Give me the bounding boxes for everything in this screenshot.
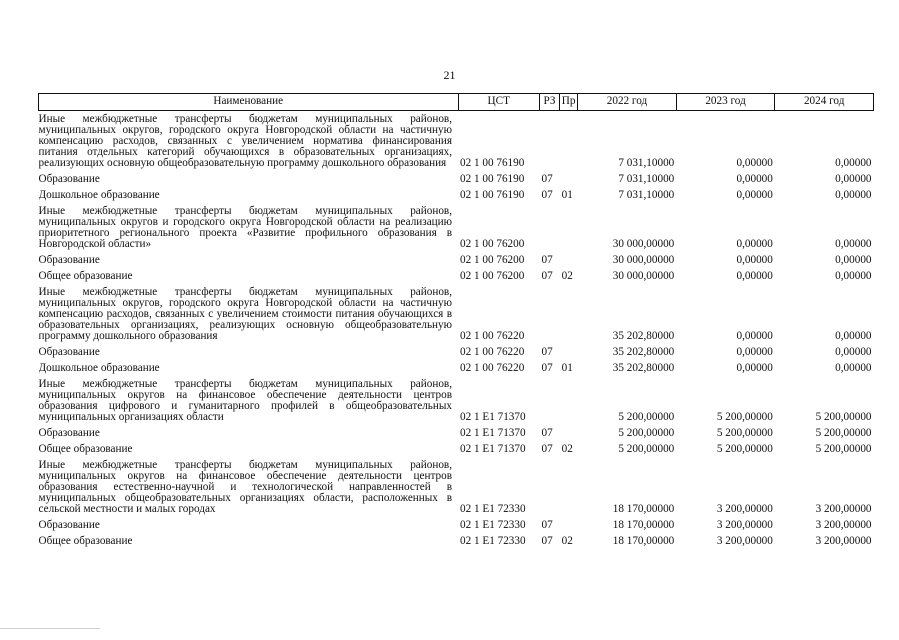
page-number: 21 [443, 68, 456, 82]
table-header [39, 94, 874, 111]
row-value-2024: 3 200,00000 [815, 535, 872, 547]
table-row [39, 425, 874, 441]
row-name: Образование [38, 427, 100, 439]
row-value-2024: 0,00000 [835, 270, 872, 282]
row-rz: 07 [541, 362, 553, 374]
row-rz [539, 203, 559, 252]
row-name: Иные межбюджетные трансферты бюджетам муниципальных районов, муниципальных округов и городского округа Новгородской области на реализацию приоритетного регионального проекта «Развитие профильного образования в Новгородской области» [38, 205, 452, 250]
row-value-2023: 5 200,00000 [716, 427, 773, 439]
row-value-2022: 7 031,10000 [618, 157, 675, 169]
row-rz: 07 [541, 254, 553, 266]
row-cst: 02 1 E1 71370 [460, 443, 526, 455]
row-value-2022: 35 202,80000 [612, 362, 675, 374]
row-value-2024: 5 200,00000 [815, 443, 872, 455]
row-pr [560, 284, 578, 344]
row-value-2024: 5 200,00000 [815, 427, 872, 439]
table-row [39, 376, 874, 425]
row-rz: 07 [541, 443, 553, 455]
row-rz: 07 [541, 189, 553, 201]
row-cst: 02 1 00 76190 [460, 189, 525, 201]
row-rz [539, 376, 559, 425]
row-pr [560, 425, 578, 441]
row-value-2022: 30 000,00000 [612, 270, 675, 282]
row-cst: 02 1 00 76220 [460, 362, 525, 374]
row-cst: 02 1 00 76200 [460, 254, 525, 266]
table-row [39, 457, 874, 517]
row-rz: 07 [541, 519, 553, 531]
table-row [39, 533, 874, 549]
table-row [39, 517, 874, 533]
row-value-2022: 7 031,10000 [618, 173, 675, 185]
row-value-2022: 5 200,00000 [618, 411, 675, 423]
row-name: Образование [38, 346, 100, 358]
header-pr: Пр [560, 94, 578, 111]
row-cst: 02 1 00 76200 [460, 238, 525, 250]
row-pr: 01 [561, 189, 573, 201]
row-value-2022: 7 031,10000 [618, 189, 675, 201]
header-year-2023: 2023 год [676, 94, 775, 111]
row-name: Иные межбюджетные трансферты бюджетам муниципальных районов, муниципальных округов, городского округа Новгородской области на частичную компенсацию расходов, связанных с увеличением норматива финансирования питания отдельных категорий обучающихся в образовательных организациях, реализующих основную общеобразовательную программу дошкольного образования [38, 113, 452, 169]
row-pr [560, 171, 578, 187]
row-pr [560, 517, 578, 533]
row-value-2023: 0,00000 [736, 189, 773, 201]
row-value-2022: 35 202,80000 [612, 346, 675, 358]
header-cst: ЦСТ [458, 94, 539, 111]
scan-edge-line [0, 628, 100, 629]
row-name: Общее образование [38, 443, 133, 455]
row-pr: 02 [561, 535, 573, 547]
row-value-2023: 0,00000 [736, 238, 773, 250]
table-row [39, 284, 874, 344]
header-rz: РЗ [539, 94, 559, 111]
row-cst: 02 1 00 76190 [460, 173, 525, 185]
table-row [39, 252, 874, 268]
row-value-2024: 0,00000 [835, 362, 872, 374]
table-row [39, 344, 874, 360]
row-name: Образование [38, 519, 100, 531]
row-value-2022: 18 170,00000 [612, 519, 675, 531]
row-value-2024: 3 200,00000 [815, 519, 872, 531]
row-cst: 02 1 E1 71370 [460, 427, 526, 439]
row-name: Иные межбюджетные трансферты бюджетам муниципальных районов, муниципальных округов, городского округа Новгородской области на частичную компенсацию расходов, связанных с увеличением стоимости питания обучающихся в образовательных организациях, реализующих основную общеобразовательную программу дошкольного образования [38, 286, 452, 342]
row-value-2023: 0,00000 [736, 346, 773, 358]
table-row [39, 171, 874, 187]
table-body [39, 111, 874, 550]
row-name: Дошкольное образование [38, 362, 160, 374]
row-pr [560, 111, 578, 172]
row-value-2024: 3 200,00000 [815, 503, 872, 515]
row-value-2024: 0,00000 [835, 254, 872, 266]
row-rz: 07 [541, 427, 553, 439]
row-value-2024: 0,00000 [835, 157, 872, 169]
table-row [39, 441, 874, 457]
row-cst: 02 1 00 76200 [460, 270, 525, 282]
row-cst: 02 1 E1 71370 [460, 411, 526, 423]
row-value-2024: 0,00000 [835, 238, 872, 250]
table-row [39, 268, 874, 284]
row-cst: 02 1 E1 72330 [460, 535, 526, 547]
row-value-2024: 0,00000 [835, 189, 872, 201]
table-row [39, 360, 874, 376]
row-value-2022: 30 000,00000 [612, 238, 675, 250]
row-name: Общее образование [38, 270, 133, 282]
row-name: Иные межбюджетные трансферты бюджетам муниципальных районов, муниципальных округов на финансовое обеспечение деятельности центров образования цифрового и гуманитарного профилей в общеобразовательных муниципальных организациях области [38, 378, 452, 423]
row-cst: 02 1 00 76190 [460, 157, 525, 169]
row-cst: 02 1 E1 72330 [460, 519, 526, 531]
row-value-2023: 0,00000 [736, 362, 773, 374]
row-value-2023: 3 200,00000 [716, 535, 773, 547]
row-value-2022: 5 200,00000 [618, 427, 675, 439]
row-value-2022: 18 170,00000 [612, 535, 675, 547]
row-cst: 02 1 E1 72330 [460, 503, 526, 515]
header-name: Наименование [39, 94, 459, 111]
row-value-2022: 35 202,80000 [612, 330, 675, 342]
row-value-2023: 0,00000 [736, 173, 773, 185]
row-name: Общее образование [38, 535, 133, 547]
budget-table [38, 93, 874, 549]
row-value-2023: 5 200,00000 [716, 411, 773, 423]
row-pr: 02 [561, 270, 573, 282]
row-rz: 07 [541, 173, 553, 185]
row-value-2022: 18 170,00000 [612, 503, 675, 515]
row-rz: 07 [541, 270, 553, 282]
row-pr [560, 344, 578, 360]
row-rz [539, 457, 559, 517]
row-pr [560, 252, 578, 268]
header-year-2024: 2024 год [775, 94, 874, 111]
row-name: Образование [38, 254, 100, 266]
row-cst: 02 1 00 76220 [460, 346, 525, 358]
row-rz: 07 [541, 346, 553, 358]
row-name: Дошкольное образование [38, 189, 160, 201]
row-pr [560, 203, 578, 252]
row-pr: 02 [561, 443, 573, 455]
row-value-2024: 0,00000 [835, 346, 872, 358]
row-value-2022: 30 000,00000 [612, 254, 675, 266]
row-value-2023: 5 200,00000 [716, 443, 773, 455]
row-value-2023: 0,00000 [736, 330, 773, 342]
row-rz: 07 [541, 535, 553, 547]
row-value-2024: 0,00000 [835, 173, 872, 185]
row-value-2023: 3 200,00000 [716, 519, 773, 531]
row-value-2023: 0,00000 [736, 270, 773, 282]
row-pr: 01 [561, 362, 573, 374]
row-value-2024: 5 200,00000 [815, 411, 872, 423]
row-value-2023: 3 200,00000 [716, 503, 773, 515]
table-row [39, 203, 874, 252]
row-name: Образование [38, 173, 100, 185]
row-rz [539, 111, 559, 172]
table-row [39, 187, 874, 203]
header-year-2022: 2022 год [578, 94, 677, 111]
row-rz [539, 284, 559, 344]
row-pr [560, 376, 578, 425]
row-name: Иные межбюджетные трансферты бюджетам муниципальных районов, муниципальных округов на финансовое обеспечение деятельности центров образования естественно-научной и технологической направленностей в муниципальных общеобразовательных организациях области, расположенных в сельской местности и малых городах [38, 459, 452, 515]
row-cst: 02 1 00 76220 [460, 330, 525, 342]
row-value-2023: 0,00000 [736, 254, 773, 266]
row-value-2023: 0,00000 [736, 157, 773, 169]
table-row [39, 111, 874, 172]
row-value-2024: 0,00000 [835, 330, 872, 342]
row-value-2022: 5 200,00000 [618, 443, 675, 455]
row-pr [560, 457, 578, 517]
